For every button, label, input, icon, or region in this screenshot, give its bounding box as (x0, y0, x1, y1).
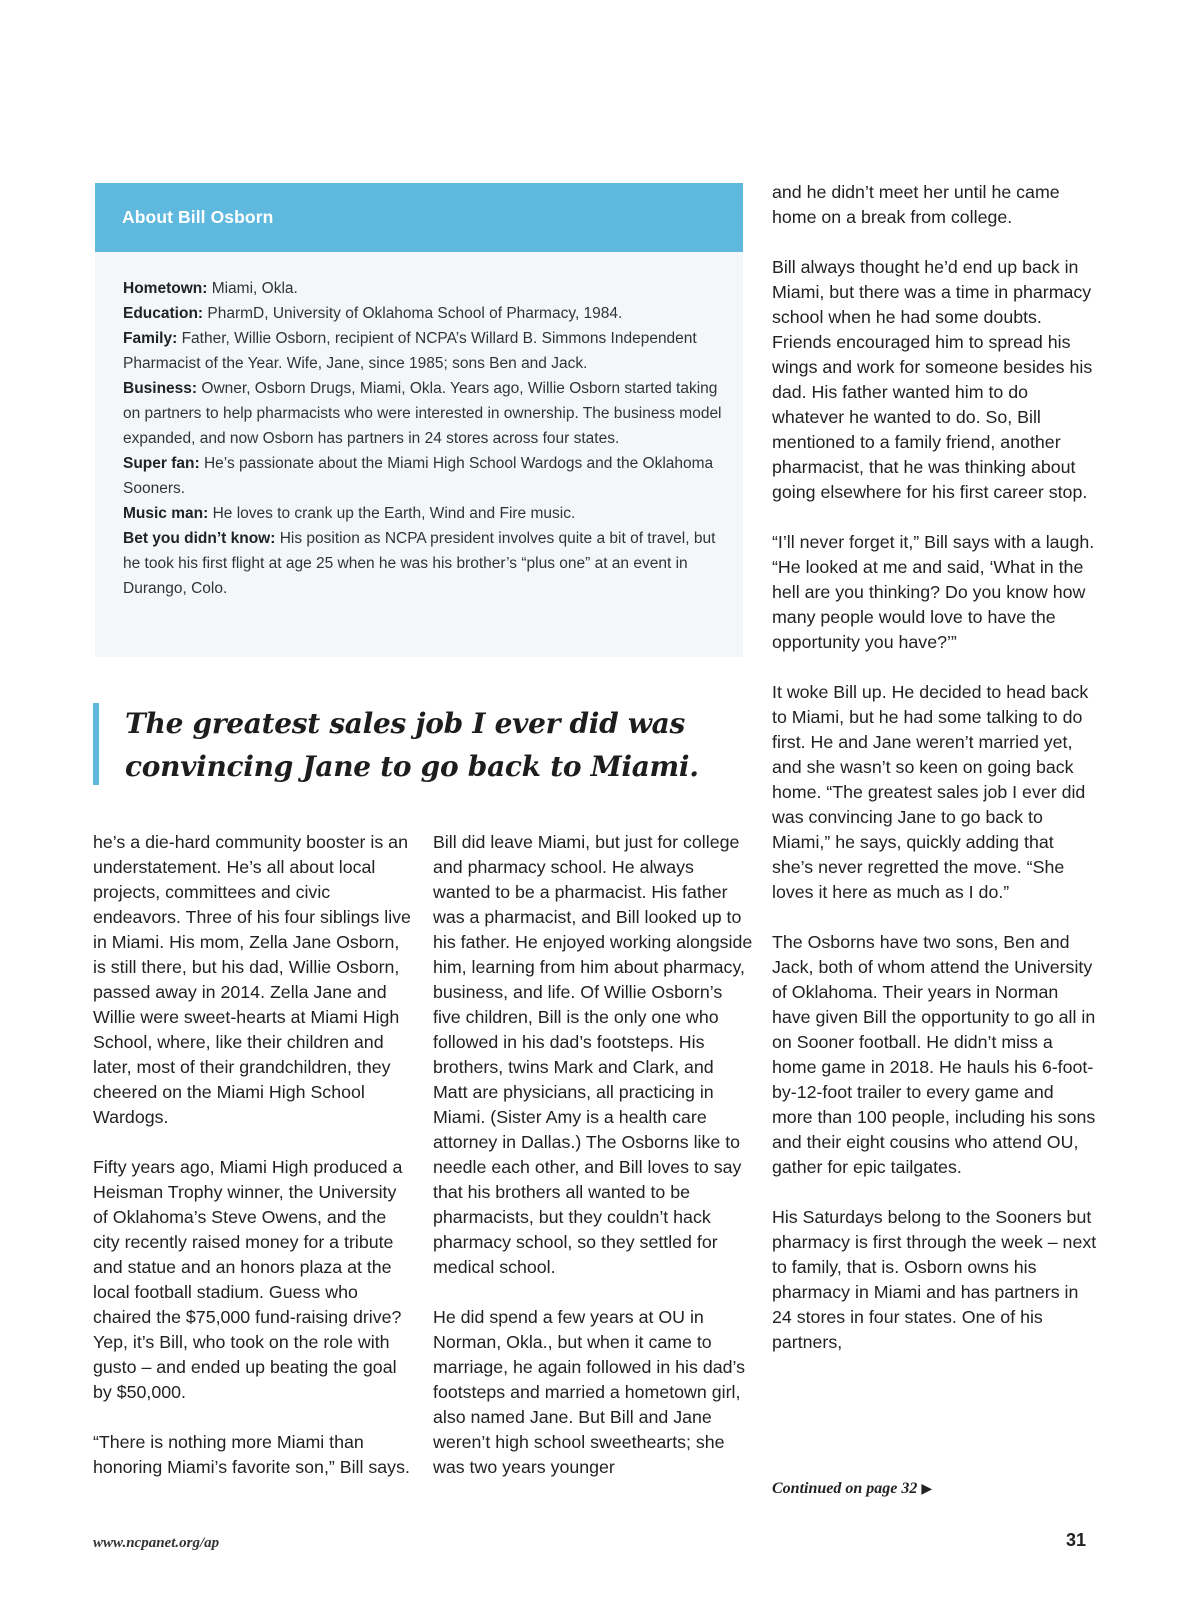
fact-item (123, 301, 723, 326)
sidebar-facts (123, 276, 723, 601)
paragraph: and he didn’t meet her until he came home on a break from college. (772, 182, 1060, 227)
article-column-3 (772, 180, 1097, 1380)
fact-text: Miami, Okla. (207, 280, 298, 297)
fact-text: Owner, Osborn Drugs, Miami, Okla. Years ago, Willie Osborn started taking on partners to help pharmacists who were interested in ownership. The business model expanded, and now Osborn has partners in 24 stores across four states. (123, 380, 722, 447)
arrow-right-icon: ▶ (921, 1482, 933, 1497)
continued-link[interactable] (772, 1480, 932, 1498)
fact-label: Hometown: (123, 280, 208, 297)
paragraph: The Osborns have two sons, Ben and Jack, both of whom attend the University of Oklahoma. Their years in Norman have given Bill the opportunity to go all in on Sooner football. He didn’t miss a home game in 2018. He hauls his 6-foot-by-12-foot trailer to every game and more than 100 people, including his sons and their eight cousins who attend OU, gather for epic tailgates. (772, 932, 1096, 1177)
page-number: 31 (1066, 1530, 1087, 1550)
fact-item (123, 501, 723, 526)
fact-item (123, 526, 723, 601)
article-column-1 (93, 830, 413, 1505)
pull-quote: The greatest sales job I ever did was convincing Jane to go back to Miami. (125, 707, 699, 783)
fact-text: He loves to crank up the Earth, Wind and Fire music. (208, 505, 576, 522)
fact-text: His position as NCPA president involves quite a bit of travel, but he took his first flight at age 25 when he was his brother’s “plus one” at an event in Durango, Colo. (123, 530, 716, 597)
paragraph: Bill always thought he’d end up back in Miami, but there was a time in pharmacy school when he had some doubts. Friends encouraged him to spread his wings and work for someone besides his dad. His father wanted him to do whatever he wanted to do. So, Bill mentioned to a family friend, another pharmacist, that he was thinking about going elsewhere for his first career stop. (772, 257, 1093, 502)
paragraph: “There is nothing more Miami than honoring Miami’s favorite son,” Bill says. (93, 1432, 410, 1477)
fact-text: PharmD, University of Oklahoma School of Pharmacy, 1984. (203, 305, 623, 322)
fact-item (123, 451, 723, 501)
fact-item (123, 276, 723, 301)
fact-label: Family: (123, 330, 178, 347)
paragraph: he’s a die-hard community booster is an understatement. He’s all about local projects, committees and civic endeavors. Three of his four siblings live in Miami. His mom, Zella Jane Osborn, is still there, but his dad, Willie Osborn, passed away in 2014. Zella Jane and Willie were sweet-hearts at Miami High School, where, like their children and later, most of their grandchildren, they cheered on the Miami High School Wardogs. (93, 832, 411, 1127)
fact-label: Education: (123, 305, 204, 322)
continued-text: Continued on page 32 (772, 1480, 918, 1497)
fact-label: Music man: (123, 505, 209, 522)
fact-item (123, 326, 723, 376)
fact-item (123, 376, 723, 451)
fact-text: Father, Willie Osborn, recipient of NCPA’s Willard B. Simmons Independent Pharmacist of the Year. Wife, Jane, since 1985; sons Ben and Jack. (123, 330, 697, 372)
paragraph: It woke Bill up. He decided to head back to Miami, but he had some talking to do first. He and Jane weren’t married yet, and she wasn’t so keen on going back home. “The greatest sales job I ever did was convincing Jane to go back to Miami,” he says, quickly adding that she’s never regretted the move. “She loves it here as much as I do.” (772, 682, 1089, 902)
paragraph: Bill did leave Miami, but just for college and pharmacy school. He always wanted to be a pharmacist. His father was a pharmacist, and Bill looked up to his father. He enjoyed working alongside him, learning from him about pharmacy, business, and life. Of Willie Osborn’s five children, Bill is the only one who followed in his dad’s footsteps. His brothers, twins Mark and Clark, and Matt are physicians, all practicing in Miami. (Sister Amy is a health care attorney in Dallas.) The Osborns like to needle each other, and Bill loves to say that his brothers all wanted to be pharmacists, but they couldn’t hack pharmacy school, so they settled for medical school. (433, 832, 753, 1277)
about-sidebar (95, 183, 743, 657)
paragraph: He did spend a few years at OU in Norman, Okla., but when it came to marriage, he again followed in his dad’s footsteps and married a hometown girl, also named Jane. But Bill and Jane weren’t high school sweethearts; she was two years younger (433, 1307, 746, 1477)
paragraph: Fifty years ago, Miami High produced a Heisman Trophy winner, the University of Oklahoma’s Steve Owens, and the city recently raised money for a tribute and statue and an honors plaza at the local football stadium. Guess who chaired the $75,000 fund-raising drive? Yep, it’s Bill, who took on the role with gusto – and ended up beating the goal by $50,000. (93, 1157, 403, 1402)
fact-text: He’s passionate about the Miami High School Wardogs and the Oklahoma Sooners. (123, 455, 714, 497)
fact-label: Business: (123, 380, 198, 397)
sidebar-title: About Bill Osborn (122, 207, 274, 227)
fact-label: Bet you didn’t know: (123, 530, 276, 547)
footer-url: www.ncpanet.org/ap (93, 1535, 220, 1551)
article-column-2 (433, 830, 753, 1505)
paragraph: “I’ll never forget it,” Bill says with a laugh. “He looked at me and said, ‘What in the hell are you thinking? Do you know how many people would love to have the opportunity you have?’” (772, 532, 1095, 652)
pull-quote-accent-bar (93, 703, 99, 785)
fact-label: Super fan: (123, 455, 200, 472)
sidebar-header (95, 183, 743, 252)
paragraph: His Saturdays belong to the Sooners but pharmacy is first through the week – next to family, that is. Osborn owns his pharmacy in Miami and has partners in 24 stores in four states. One of his partners, (772, 1207, 1097, 1352)
